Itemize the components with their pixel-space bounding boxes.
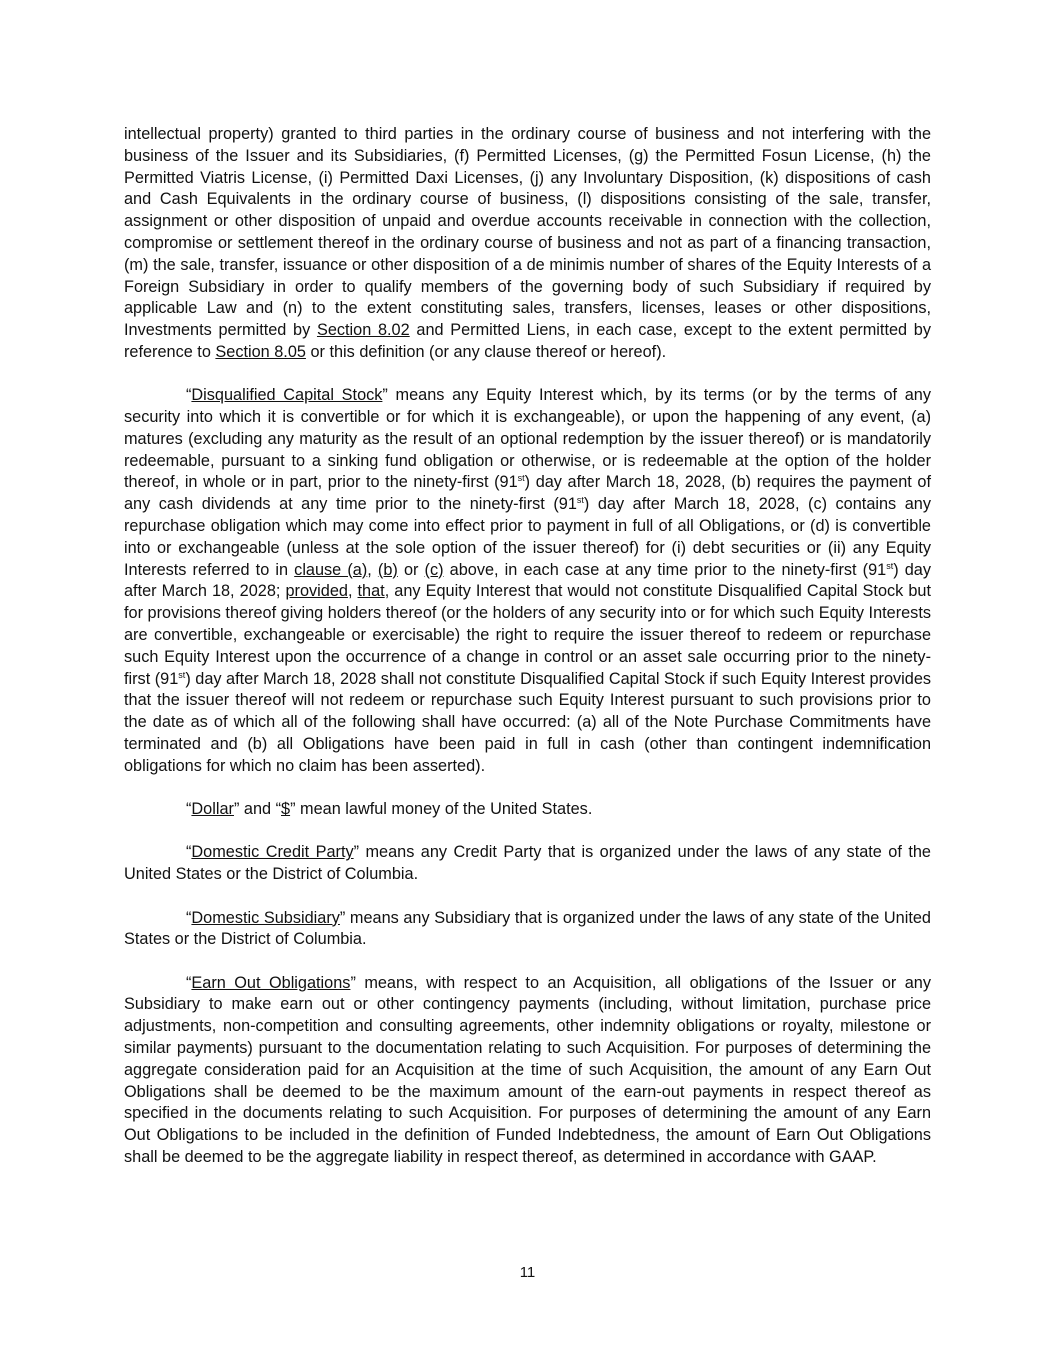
defined-term: Dollar [191,800,234,819]
definition-earn-out-obligations: “Earn Out Obligations” means, with respect to an Acquisition, all obligations of the Issuer or any Subsidiary to make earn out or other contingency payments (including, without limitation, purchase price adjustments, non-competition and consulting agreements, other indemnity obligations or royalty, milestone or similar payments) pursuant to the documentation relating to such Acquisition. For purposes of determining the aggregate consideration paid for an Acquisition at the time of such Acquisition, the amount of any Earn Out Obligations shall be deemed to be the maximum amount of the earn-out payments in respect thereof as specified in the documents relating to such Acquisition. For purposes of determining the amount of any Earn Out Obligations to be included in the definition of Funded Indebtedness, the amount of Earn Out Obligations shall be deemed to be the aggregate liability in respect thereof, as determined in accordance with GAAP. [124,973,932,1166]
defined-term: $ [281,800,291,819]
ordinal-superscript: st [178,669,186,680]
definition-domestic-credit-party: “Domestic Credit Party” means any Credit Party that is organized under the laws of any state of the United States or the District of Columbia. [124,843,931,884]
page-number: 11 [519,1264,536,1281]
defined-term: Earn Out Obligations [191,973,351,992]
defined-term: Domestic Subsidiary [191,908,340,927]
section-reference-8-02: Section 8.02 [316,321,410,340]
document-page [124,124,931,1190]
clause-reference: (c) [424,560,444,579]
defined-term: Domestic Credit Party [191,843,354,862]
ordinal-superscript: st [576,495,584,506]
proviso-term: that [357,582,385,601]
proviso-term: provided [285,582,348,601]
defined-term: Disqualified Capital Stock [191,386,383,405]
definition-disqualified-capital-stock: “Disqualified Capital Stock” means any Equity Interest which, by its terms (or by the terms of any security into which it is convertible or for which it is exchangeable), or upon the happening of any event, (a) matures (excluding any maturity as the result of an optional redemption by the issuer thereof) or is mandatorily redeemable, pursuant to a sinking fund obligation or otherwise, or is redeemable at the option of the holder thereof, in whole or in part, prior to the ninety-first (91st) day after March 18, 2028, (b) requires the payment of any cash dividends at any time prior to the ninety-first (91st) day after March 18, 2028, (c) contains any repurchase obligation which may come into effect prior to payment in full of all Obligations, or (d) is convertible into or exchangeable (unless at the sole option of the issuer thereof) for (i) debt securities or (ii) any Equity Interests referred to in clause (a), (b) or (c) above, in each case at any time prior to the ninety-first (91st) day after March 18, 2028; provided, that, any Equity Interest that would not constitute Disqualified Capital Stock but for provisions thereof giving holders thereof (or the holders of any security into or for which such Equity Interests are convertible, exchangeable or exercisable) the right to require the issuer thereof to redeem or repurchase such Equity Interest upon the occurrence of a change in control or an asset sale occurring prior to the ninety-first (91st) day after March 18, 2028 shall not constitute Disqualified Capital Stock if such Equity Interest provides that the issuer thereof will not redeem or repurchase such Equity Interest pursuant to such provisions prior to the date as of which all of the following shall have occurred: (a) all of the Note Purchase Commitments have terminated and (b) all Obligations have been paid in full in cash (other than contingent indemnification obligations for which no claim has been asserted). [124,386,932,775]
ordinal-superscript: st [517,473,525,484]
paragraph-asset-sale-continuation: intellectual property) granted to third parties in the ordinary course of business and not interfering with the business of the Issuer and its Subsidiaries, (f) Permitted Licenses, (g) the Permitted Fosun License, (h) the Permitted Viatris License, (i) Permitted Daxi Licenses, (j) any Involuntary Disposition, (k) dispositions of cash and Cash Equivalents in the ordinary course of business, (l) dispositions consisting of the sale, transfer, assignment or other disposition of unpaid and overdue accounts receivable in connection with the collection, compromise or settlement thereof in the ordinary course of business and not as part of a financing transaction, (m) the sale, transfer, issuance or other disposition of a de minimis number of shares of the Equity Interests of a Foreign Subsidiary in order to qualify members of the governing body of such Subsidiary if required by applicable Law and (n) to the extent constituting sales, transfers, licenses, leases or other dispositions, Investments permitted by Section 8.02 and Permitted Liens, in each case, except to the extent permitted by reference to Section 8.05 or this definition (or any clause thereof or hereof). [124,125,931,361]
definition-dollar: “Dollar” and “$” mean lawful money of the United States. [186,800,593,819]
definition-domestic-subsidiary: “Domestic Subsidiary” means any Subsidiary that is organized under the laws of any state of the United States or the District of Columbia. [124,908,931,949]
clause-reference: (b) [377,560,398,579]
clause-reference: clause (a) [294,560,368,579]
section-reference-8-05: Section 8.05 [215,342,306,361]
ordinal-superscript: st [886,560,894,571]
